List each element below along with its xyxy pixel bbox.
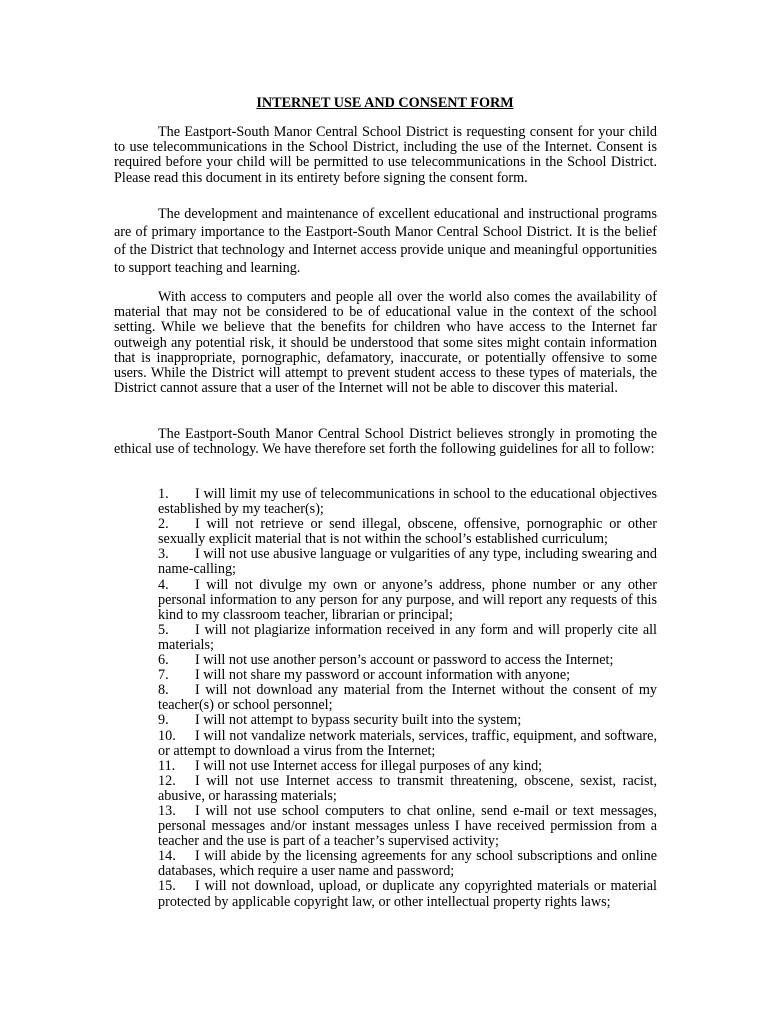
item-number: 1. (158, 486, 169, 502)
list-item (158, 879, 657, 909)
item-text: I will not retrieve or send illegal, obscene, offensive, pornographic or other sexually explicit material that is not within the school’s established curriculum; (158, 516, 657, 548)
item-text: I will abide by the licensing agreements for any school subscriptions and online databases, which require a user name and password; (158, 848, 657, 880)
item-number: 11. (158, 757, 176, 774)
item-number: 2. (158, 516, 169, 533)
paragraph-consent-request: The Eastport-South Manor Central School District is requesting consent for your child to use telecommunications in the School District, including the use of the Internet. Consent is required before your child will be permitted to use telecommunications in the School District. Please read this document in its entirety before signing the consent form. (114, 124, 657, 186)
item-text: I will not attempt to bypass security built into the system; (195, 712, 522, 729)
list-item (158, 729, 657, 759)
guidelines-list (158, 487, 657, 910)
item-text: I will not use Internet access to transmit threatening, obscene, sexist, racist, abusive, or harassing materials; (158, 772, 657, 804)
list-item (158, 653, 657, 668)
item-text: I will not use school computers to chat online, send e-mail or text messages, personal messages and/or instant messages unless I have received permission from a teacher and the use is part of a teacher’s supervised activity; (158, 802, 657, 850)
list-item (158, 668, 657, 683)
list-item (158, 578, 657, 623)
paragraph-program-importance: The development and maintenance of excellent educational and instructional programs are of primary importance to the Eastport-South Manor Central School District. It is the belief of the District that technology and Internet access provide unique and meaningful opportunities to support teaching and learning. (114, 206, 657, 276)
item-text: I will not download any material from the Internet without the consent of my teacher(s) or school personnel; (158, 682, 657, 714)
item-text: I will not use Internet access for illegal purposes of any kind; (195, 757, 543, 774)
list-item (158, 759, 657, 774)
page-title: INTERNET USE AND CONSENT FORM (256, 95, 514, 111)
paragraph-ethical-use: The Eastport-South Manor Central School District believes strongly in promoting the ethical use of technology. We have therefore set forth the following guidelines for all to follow: (114, 426, 657, 458)
item-number: 5. (158, 621, 169, 638)
item-text: I will not use another person’s account or password to access the Internet; (195, 652, 614, 669)
paragraph-material-risk: With access to computers and people all over the world also comes the availability of material that may not be considered to be of educational value in the context of the school setting. While we believe that the benefits for children who have access to the Internet far outweigh any potential risk, it should be understood that some sites might contain information that is inappropriate, pornographic, defamatory, inaccurate, or potentially offensive to some users. While the District will attempt to prevent student access to these types of materials, the District cannot assure that a user of the Internet will not be able to discover this material. (114, 289, 657, 397)
item-text: I will not download, upload, or duplicate any copyrighted materials or material protected by applicable copyright law, or other intellectual property rights laws; (158, 878, 657, 910)
item-number: 6. (158, 652, 169, 669)
list-item (158, 517, 657, 547)
item-number: 15. (158, 878, 176, 895)
list-item (158, 487, 657, 517)
item-number: 4. (158, 576, 169, 593)
item-number: 10. (158, 727, 176, 744)
item-text: I will limit my use of telecommunications in school to the educational objectives established by my teacher(s); (158, 486, 657, 518)
list-item (158, 547, 657, 577)
list-item (158, 623, 657, 653)
list-item (158, 804, 657, 849)
item-text: I will not share my password or account information with anyone; (195, 667, 571, 684)
item-text: I will not vandalize network materials, services, traffic, equipment, and software, or attempt to download a virus from the Internet; (158, 727, 657, 759)
item-number: 3. (158, 546, 169, 563)
item-text: I will not use abusive language or vulgarities of any type, including swearing and name-calling; (158, 546, 657, 578)
item-number: 13. (158, 802, 176, 819)
item-text: I will not divulge my own or anyone’s address, phone number or any other personal information to any person for any purpose, and will report any requests of this kind to my classroom teacher, librarian or principal; (158, 576, 657, 623)
item-text: I will not plagiarize information received in any form and will properly cite all materials; (158, 621, 657, 653)
list-item (158, 774, 657, 804)
item-number: 9. (158, 712, 169, 729)
item-number: 7. (158, 667, 169, 684)
list-item (158, 849, 657, 879)
list-item (158, 683, 657, 713)
item-number: 12. (158, 772, 176, 789)
item-number: 8. (158, 682, 169, 699)
list-item (158, 713, 657, 728)
item-number: 14. (158, 848, 176, 865)
